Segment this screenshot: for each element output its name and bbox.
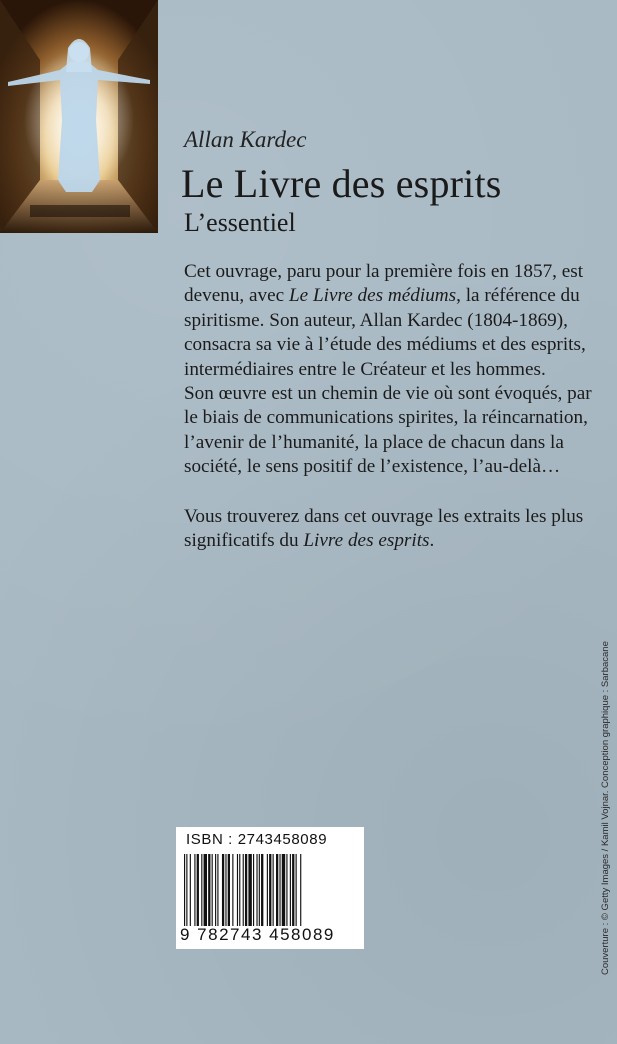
description-paragraph-3: Vous trouverez dans cet ouvrage les extraits les plus significatifs du Livre des esprits. <box>184 505 584 552</box>
back-cover-description <box>184 260 594 553</box>
ghost-figure-illustration <box>0 0 158 233</box>
isbn-barcode <box>176 827 364 949</box>
barcode-digits: 9 782743 458089 <box>180 925 335 944</box>
cover-credits: Couverture : © Getty Images / Kamil Vojnar. Conception graphique : Sarbacane <box>600 641 611 975</box>
barcode-bars <box>184 854 356 926</box>
description-paragraph-1: Cet ouvrage, paru pour la première fois en 1857, est devenu, avec Le Livre des médiums, la référence du spiritisme. Son auteur, Allan Kardec (1804-1869), consacra sa vie à l’étude des médiums et des esprits, intermédiaires entre le Créateur et les hommes. <box>184 261 586 380</box>
book-subtitle: L’essentiel <box>184 208 296 237</box>
description-paragraph-2: Son œuvre est un chemin de vie où sont évoqués, par le biais de communications spirites, la réincarnation, l’avenir de l’humanité, la place de chacun dans la société, le sens positif de l’existence, l’au-delà… <box>184 383 592 478</box>
cover-illustration <box>0 0 158 233</box>
author-name: Allan Kardec <box>184 127 307 152</box>
isbn-label: ISBN : 2743458089 <box>186 831 328 848</box>
book-title: Le Livre des esprits <box>181 161 502 206</box>
